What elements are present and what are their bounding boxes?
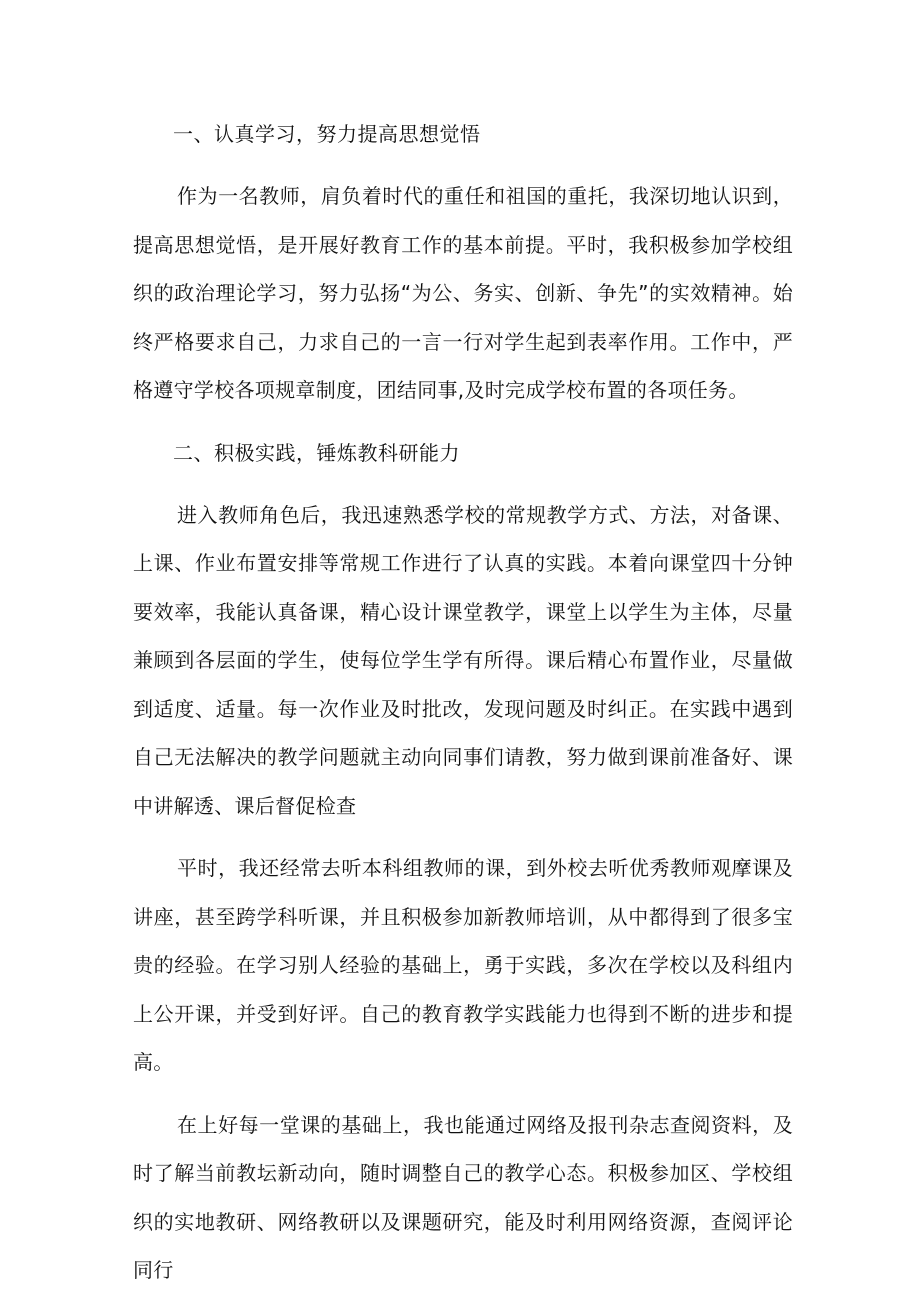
section-heading-2: 二、积极实践，锤炼教科研能力 [173,440,460,465]
spacer [133,158,793,172]
spacer [133,477,793,491]
document-body [133,110,793,1295]
spacer [133,830,793,844]
spacer [133,415,793,429]
paragraph-4: 在上好每一堂课的基础上，我也能通过网络及报刊杂志查阅资料，及时了解当前教坛新动向，随时调整自己的教学心态。积极参加区、学校组织的实地教研、网络教研以及课题研究，能及时利用网络资源，查阅评论同行 [133,1112,793,1282]
paragraph-2: 进入教师角色后，我迅速熟悉学校的常规教学方式、方法，对备课、上课、作业布置安排等常规工作进行了认真的实践。本着向课堂四十分钟要效率，我能认真备课，精心设计课堂教学，课堂上以学生为主体，尽量兼顾到各层面的学生，使每位学生学有所得。课后精心布置作业，尽量做到适度、适量。每一次作业及时批改，发现问题及时纠正。在实践中遇到自己无法解决的教学问题就主动向同事们请教，努力做到课前准备好、课中讲解透、课后督促检查 [133,502,793,818]
paragraph-3: 平时，我还经常去听本科组教师的课，到外校去听优秀教师观摩课及讲座，甚至跨学科听课，并且积极参加新教师培训，从中都得到了很多宝贵的经验。在学习别人经验的基础上，勇于实践，多次在学校以及科组内上公开课，并受到好评。自己的教育教学实践能力也得到不断的进步和提高。 [133,856,793,1074]
section-heading-1: 一、认真学习，努力提高思想觉悟 [173,122,481,146]
paragraph-1: 作为一名教师，肩负着时代的重任和祖国的重托，我深切地认识到，提高思想觉悟，是开展好教育工作的基本前提。平时，我积极参加学校组织的政治理论学习，努力弘扬“为公、务实、创新、争先”的实效精神。始终严格要求自己，力求自己的一言一行对学生起到表率作用。工作中，严格遵守学校各项规章制度，团结同事,及时完成学校布置的各项任务。 [133,184,793,402]
spacer [133,1087,793,1101]
